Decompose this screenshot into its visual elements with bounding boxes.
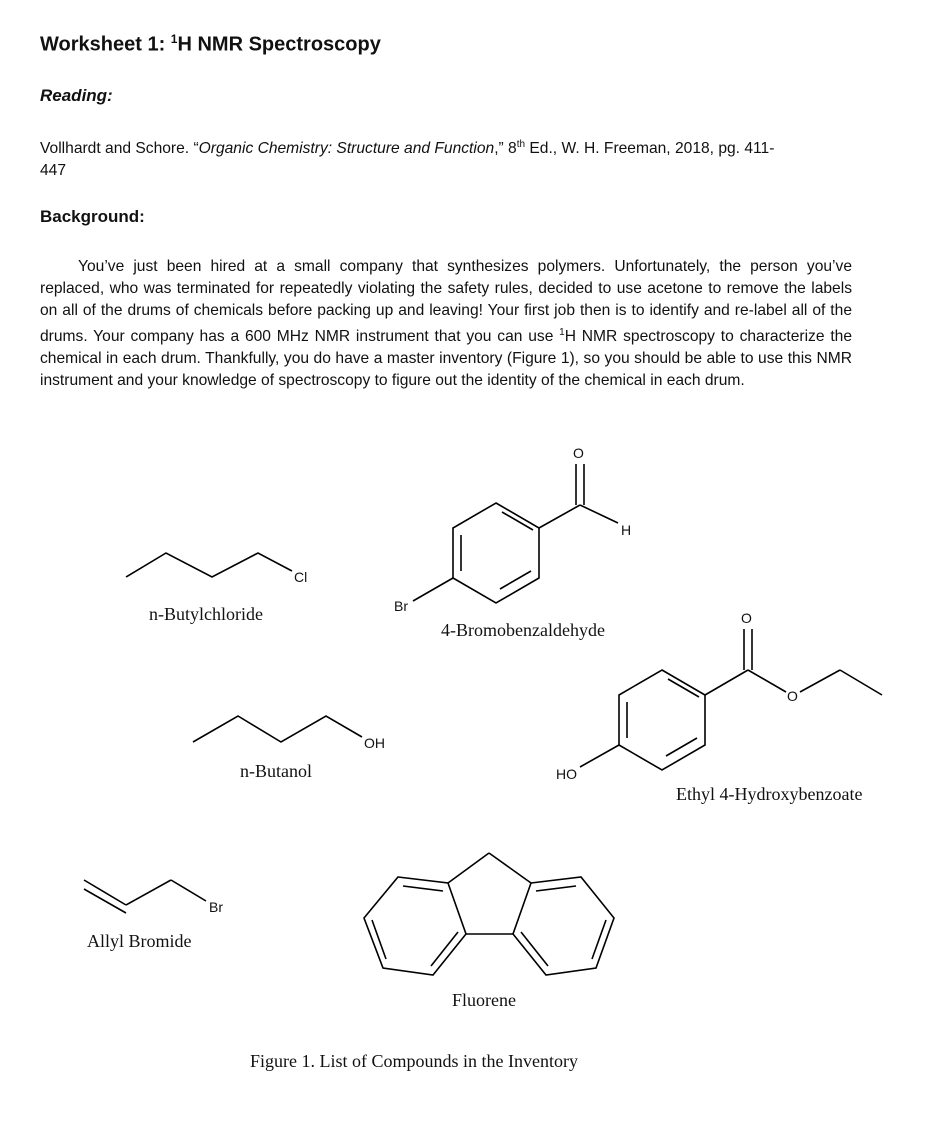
atom-label-ester-o: O	[787, 688, 798, 704]
atom-label-br-allyl: Br	[209, 899, 223, 915]
compound-name: n-Butylchloride	[149, 604, 263, 624]
atom-label-ho: HO	[556, 766, 577, 782]
figure-caption: Figure 1. List of Compounds in the Inventory	[250, 1051, 578, 1071]
compound-name: n-Butanol	[240, 761, 312, 781]
compound-name: Allyl Bromide	[87, 931, 192, 951]
compound-name: 4-Bromobenzaldehyde	[441, 620, 605, 640]
background-paragraph: You’ve just been hired at a small company that synthesizes polymers. Unfortunately, the person you’ve replaced, who was terminated for repeatedly violating the safety rules, decided to use acetone to remove the labels on all of the drums of chemicals before packing up and leaving! Your first job then is to identify and re-label all of the drums. Your company has a 600 MHz NMR instrument that you can use $^1$H NMR spectroscopy to characterize the chemical in each drum. Thankfully, you do have a master inventory (Figure 1), so you should be able to use this NMR instrument and your knowledge of spectroscopy to figure out the identity of the chemical in each drum.	[40, 258, 852, 390]
fluorene-structure	[364, 853, 614, 975]
background-heading: Background:	[40, 207, 145, 226]
compound-name: Fluorene	[452, 990, 516, 1010]
atom-label-br: Br	[394, 598, 408, 614]
atom-label-oh: OH	[364, 735, 385, 751]
atom-label-carbonyl-o: O	[741, 610, 752, 626]
ethyl-4-hydroxybenzoate-structure	[580, 629, 882, 770]
n-butylchloride-structure	[126, 553, 292, 577]
n-butanol-structure	[193, 716, 362, 742]
atom-label-o: O	[573, 445, 584, 461]
atom-label-cl: Cl	[294, 569, 308, 585]
reading-citation: Vollhardt and Schore. “Organic Chemistry: Structure and Function,” 8th Ed., W. H. Freeman, 2018, pg. 411- 447	[40, 139, 775, 180]
atom-label-h: H	[621, 522, 632, 538]
4-bromobenzaldehyde-structure	[413, 464, 618, 603]
page-title: Worksheet 1: $^1$H NMR Spectroscopy	[40, 32, 381, 56]
compound-name: Ethyl 4-Hydroxybenzoate	[676, 784, 863, 804]
allyl-bromide-structure	[84, 880, 206, 913]
reading-heading: Reading:	[40, 86, 113, 105]
